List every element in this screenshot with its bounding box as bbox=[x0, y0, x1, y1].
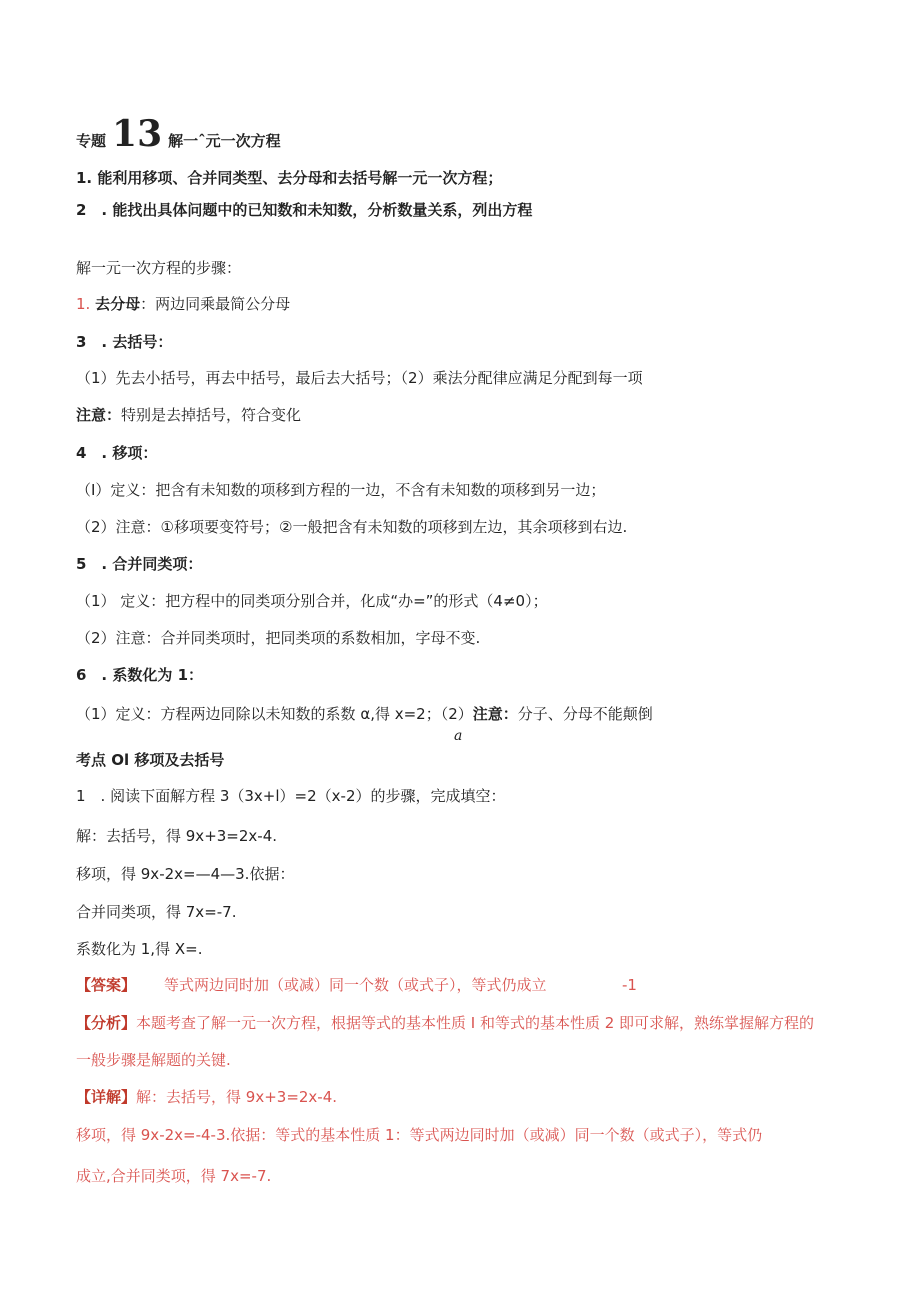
note-label: 注意： bbox=[76, 406, 122, 424]
detail-line-3: 成立,合并同类项，得 7x=-7. bbox=[76, 1167, 272, 1185]
step-6-note-text: 分子、分母不能颠倒 bbox=[517, 705, 653, 723]
note-text: 特别是去掉括号，符合变化 bbox=[121, 406, 302, 424]
step-4-line-1: （I）定义：把含有未知数的项移到方程的一边，不含有未知数的项移到另一边； bbox=[76, 481, 606, 499]
step-5-line-2: （2）注意：合并同类项时，把同类项的系数相加，字母不变. bbox=[76, 629, 481, 647]
step-6-def: （1）定义：方程两边同除以未知数的系数 α,得 x=2；（2） bbox=[76, 705, 473, 723]
answer-tag: 【答案】 bbox=[76, 976, 137, 994]
step-6-heading: 6 . 系数化为 1： bbox=[76, 666, 204, 684]
title-prefix: 专题 bbox=[76, 132, 107, 150]
answer-text: 等式两边同时加（或减）同一个数（或式子），等式仍成立 bbox=[164, 976, 547, 994]
title-text: 解一ˆ元一次方程 bbox=[168, 132, 281, 150]
step-4-heading: 4 . 移项： bbox=[76, 444, 158, 462]
page-title bbox=[76, 113, 281, 156]
step-3-line: （1）先去小括号，再去中括号，最后去大括号；（2）乘法分配律应满足分配到每一项 bbox=[76, 369, 643, 387]
detail-text: 解：去括号，得 9x+3=2x-4. bbox=[136, 1088, 338, 1106]
goal-2: 2 . 能找出具体问题中的已知数和未知数，分析数量关系，列出方程 bbox=[76, 201, 533, 219]
steps-intro: 解一元一次方程的步骤： bbox=[76, 259, 242, 277]
answer-value: -1 bbox=[622, 976, 637, 994]
problem-step-1: 解：去括号，得 9x+3=2x-4. bbox=[76, 827, 278, 845]
analysis-text: 本题考查了解一元一次方程，根据等式的基本性质 I 和等式的基本性质 2 即可求解，熟练掌握解方程的 bbox=[136, 1014, 815, 1032]
step-3-note bbox=[76, 405, 301, 425]
answer-line bbox=[76, 975, 547, 995]
step-1 bbox=[76, 294, 290, 314]
title-number: 13 bbox=[112, 113, 163, 155]
step-4-line-2: （2）注意：①移项要变符号；②一般把含有未知数的项移到左边，其余项移到右边. bbox=[76, 518, 628, 536]
step-1-number: 1. bbox=[76, 295, 91, 313]
detail-tag: 【详解】 bbox=[76, 1088, 137, 1106]
step-6-note-label: 注意： bbox=[472, 705, 518, 723]
step-5-line-1: （1） 定义：把方程中的同类项分别合并，化成“办=”的形式（4≠0）； bbox=[76, 592, 548, 610]
step-1-text: ：两边同乘最简公分母 bbox=[140, 295, 291, 313]
goal-1: 1. 能利用移项、合并同类型、去分母和去括号解一元一次方程； bbox=[76, 169, 503, 187]
step-1-label: 去分母 bbox=[95, 295, 141, 313]
step-3-heading: 3 . 去括号： bbox=[76, 333, 173, 351]
problem-question: 1 . 阅读下面解方程 3（3x+l）=2（x-2）的步骤，完成填空： bbox=[76, 787, 506, 805]
fraction-denominator: a bbox=[454, 728, 463, 744]
section-heading: 考点 Ol 移项及去括号 bbox=[76, 751, 225, 769]
detail-line-1 bbox=[76, 1087, 337, 1107]
step-6-line bbox=[76, 704, 653, 724]
step-5-heading: 5 . 合并同类项： bbox=[76, 555, 203, 573]
problem-step-4: 系数化为 1,得 X=. bbox=[76, 940, 203, 958]
analysis-tag: 【分析】 bbox=[76, 1014, 137, 1032]
analysis-line-1 bbox=[76, 1013, 814, 1033]
problem-step-2: 移项，得 9x-2x=—4—3.依据： bbox=[76, 865, 295, 883]
detail-line-2: 移项，得 9x-2x=-4-3.依据：等式的基本性质 1：等式两边同时加（或减）同一个数（或式子），等式仍 bbox=[76, 1126, 763, 1144]
analysis-line-2: 一般步骤是解题的关键. bbox=[76, 1051, 231, 1069]
problem-step-3: 合并同类项，得 7x=-7. bbox=[76, 903, 237, 921]
